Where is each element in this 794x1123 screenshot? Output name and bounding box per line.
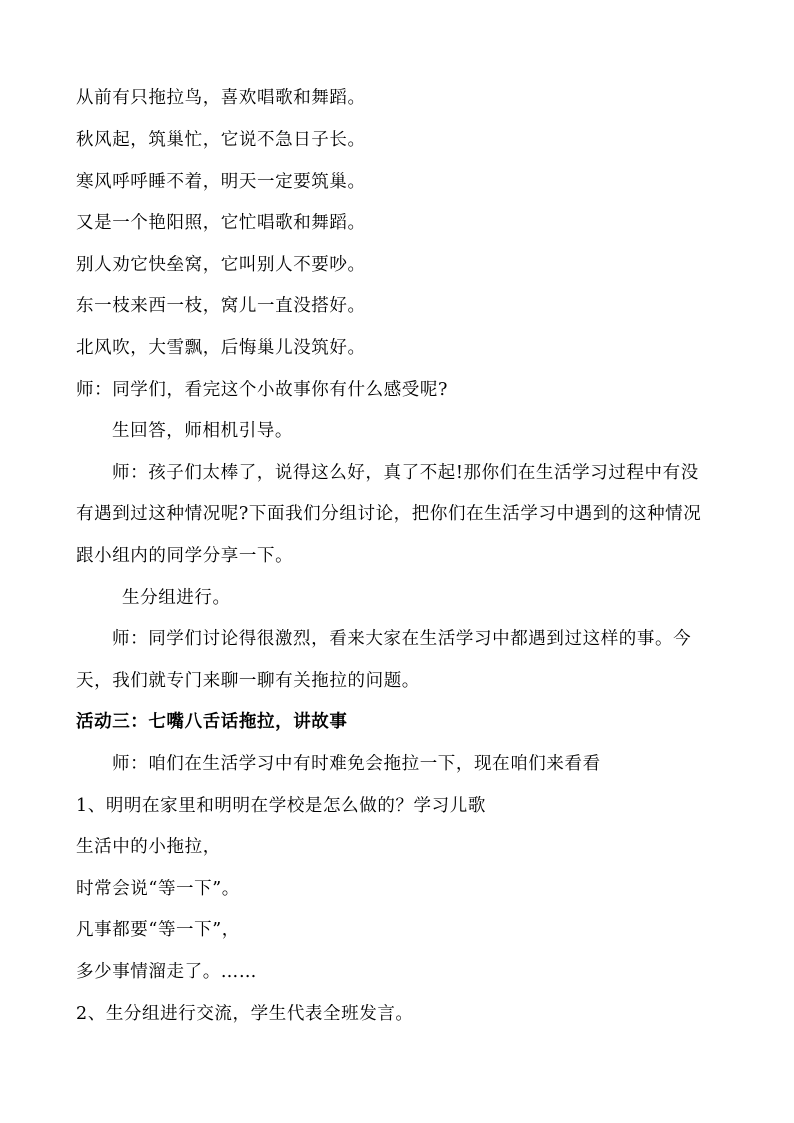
group-activity: 生分组进行。 bbox=[122, 588, 231, 608]
student-answer: 生回答，师相机引导。 bbox=[112, 421, 293, 441]
teacher-praise-line-2: 有遇到过这种情况呢?下面我们分组讨论，把你们在生活学习中遇到的这种情况 bbox=[76, 504, 702, 524]
activity-three-heading: 活动三：七嘴八舌话拖拉，讲故事 bbox=[76, 712, 348, 732]
poem-line-6: 东一枝来西一枝，窝儿一直没搭好。 bbox=[76, 296, 366, 316]
poem-line-2: 秋风起，筑巢忙，它说不急日子长。 bbox=[76, 130, 366, 150]
teacher-praise-line-3: 跟小组内的同学分享一下。 bbox=[76, 546, 294, 566]
teacher-praise-line-1: 师：孩子们太棒了，说得这么好，真了不起!那你们在生活学习过程中有没 bbox=[112, 463, 699, 483]
rhyme-line-1: 生活中的小拖拉， bbox=[76, 837, 221, 857]
teacher-summary-line-1: 师：同学们讨论得很激烈，看来大家在生活学习中都遇到过这样的事。今 bbox=[112, 629, 692, 649]
item-1: 1、明明在家里和明明在学校是怎么做的？学习儿歌 bbox=[76, 796, 486, 816]
teacher-intro: 师：咱们在生活学习中有时难免会拖拉一下，现在咱们来看看 bbox=[112, 754, 601, 774]
rhyme-line-4: 多少事情溜走了。…… bbox=[76, 962, 257, 982]
poem-line-5: 别人劝它快垒窝，它叫别人不要吵。 bbox=[76, 255, 366, 275]
item-2: 2、生分组进行交流，学生代表全班发言。 bbox=[76, 1004, 414, 1024]
poem-line-7: 北风吹，大雪飘，后悔巢儿没筑好。 bbox=[76, 338, 366, 358]
poem-line-1: 从前有只拖拉鸟，喜欢唱歌和舞蹈。 bbox=[76, 88, 366, 108]
rhyme-line-3: 凡事都要“等一下”， bbox=[76, 920, 240, 940]
poem-line-4: 又是一个艳阳照，它忙唱歌和舞蹈。 bbox=[76, 213, 366, 233]
teacher-summary-line-2: 天，我们就专门来聊一聊有关拖拉的问题。 bbox=[76, 671, 420, 691]
teacher-question: 师：同学们，看完这个小故事你有什么感受呢? bbox=[76, 380, 448, 400]
rhyme-line-2: 时常会说“等一下”。 bbox=[76, 879, 240, 899]
poem-line-3: 寒风呼呼睡不着，明天一定要筑巢。 bbox=[76, 172, 366, 192]
